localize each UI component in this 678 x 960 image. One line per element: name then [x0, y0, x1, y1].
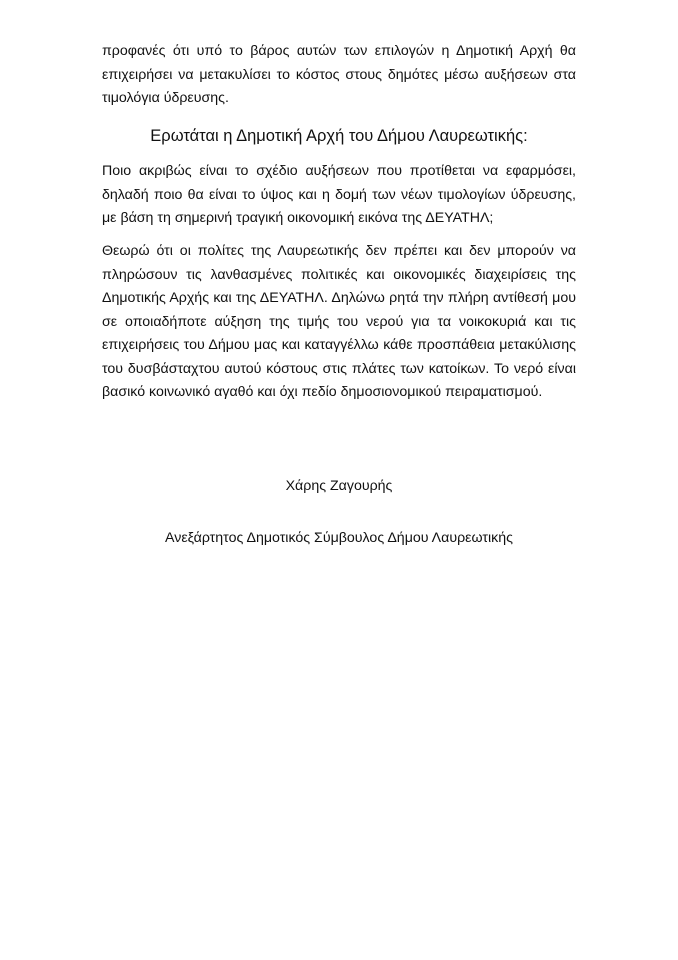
question-paragraph: Ποιο ακριβώς είναι το σχέδιο αυξήσεων που προτίθεται να εφαρμόσει, δηλαδή ποιο θα είναι το ύψος και η δομή των νέων τιμολογίων ύδρευσης, με βάση τη σημερινή τραγική οικονομική εικόνα της ΔΕΥΑΤΗΛ; [102, 163, 576, 226]
signature-name: Χάρης Ζαγουρής [285, 478, 393, 494]
signature-title: Ανεξάρτητος Δημοτικός Σύμβουλος Δήμου Λαυρεωτικής [165, 530, 513, 546]
statement-paragraph: Θεωρώ ότι οι πολίτες της Λαυρεωτικής δεν πρέπει και δεν μπορούν να πληρώσουν τις λανθασμένες πολιτικές και οικονομικές διαχειρίσεις της Δημοτικής Αρχής και της ΔΕΥΑΤΗΛ. Δηλώνω ρητά την πλήρη αντίθεσή μου σε οποιαδήποτε αύξηση της τιμής του νερού για τα νοικοκυριά και τις επιχειρήσεις του Δήμου μας και καταγγέλλω κάθε προσπάθεια μετακύλισης του δυσβάσταχτου αυτού κόστους στις πλάτες των κατοίκων. Το νερό είναι βασικό κοινωνικό αγαθό και όχι πεδίο δημοσιονομικού πειραματισμού. [102, 243, 576, 400]
question-heading: Ερωτάται η Δημοτική Αρχή του Δήμου Λαυρεωτικής: [150, 127, 528, 145]
intro-paragraph: προφανές ότι υπό το βάρος αυτών των επιλογών η Δημοτική Αρχή θα επιχειρήσει να μετακυλίσει το κόστος στους δημότες μέσω αυξήσεων στα τιμολόγια ύδρευσης. [102, 43, 576, 106]
